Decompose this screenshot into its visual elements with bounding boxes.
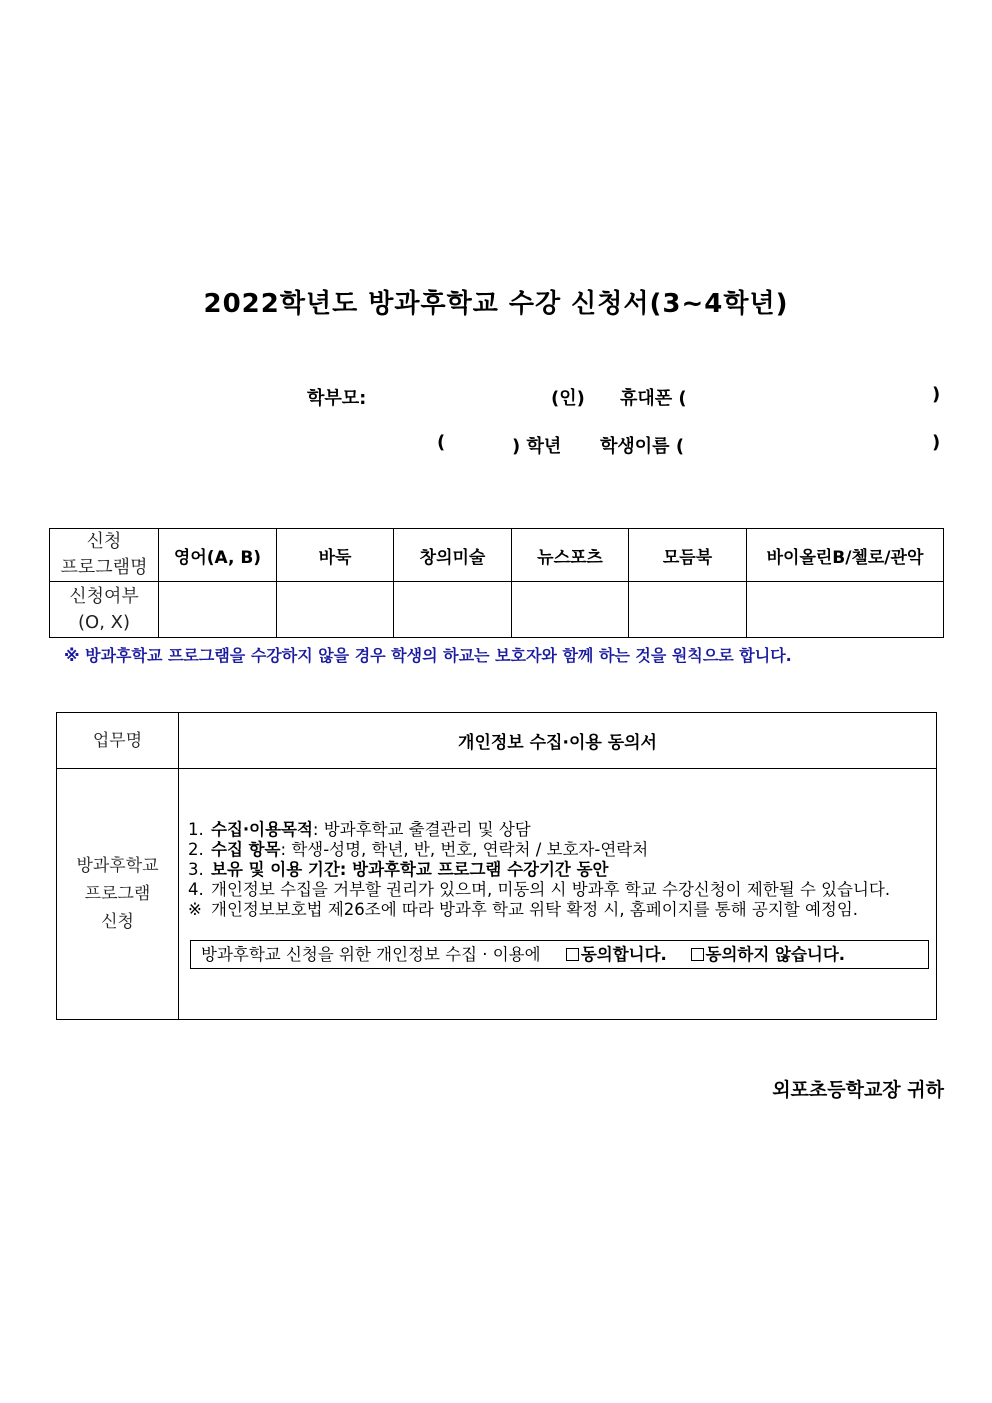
- disagree-option[interactable]: 동의하지 않습니다.: [691, 945, 846, 964]
- consent-item: ※ 개인정보보호법 제26조에 따라 방과후 학교 위탁 확정 시, 홈페이지를 통해 공지할 예정임.: [188, 899, 859, 919]
- disagree-checkbox[interactable]: [691, 948, 704, 961]
- phone-label: 휴대폰 (: [620, 388, 687, 409]
- consent-item: 4. 개인정보 수집을 거부할 권리가 있으며, 미동의 시 방과후 학교 수강신청이 제한될 수 있습니다.: [188, 879, 891, 899]
- seal-label: (인): [551, 388, 585, 409]
- apply-cell-baduk[interactable]: [277, 582, 394, 638]
- agree-prompt: 방과후학교 신청을 위한 개인정보 수집 · 이용에: [201, 944, 541, 964]
- document-title: 2022학년도 방과후학교 수강 신청서(3~4학년): [203, 289, 789, 319]
- program-english: 영어(A, B): [159, 529, 277, 582]
- consent-doc-title: 개인정보 수집·이용 동의서: [179, 713, 937, 769]
- program-new-sports: 뉴스포츠: [512, 529, 629, 582]
- apply-cell-english[interactable]: [159, 582, 277, 638]
- phone-close-paren: ): [932, 384, 941, 405]
- program-drum: 모듬북: [629, 529, 747, 582]
- program-apply-row: [50, 582, 944, 638]
- apply-cell-strings-winds[interactable]: [747, 582, 944, 638]
- program-strings-winds: 바이올린B/첼로/관악: [747, 529, 944, 582]
- apply-cell-drum[interactable]: [629, 582, 747, 638]
- apply-cell-new-sports[interactable]: [512, 582, 629, 638]
- student-close-paren: ): [932, 432, 941, 453]
- addressee: 외포초등학교장 귀하: [772, 1079, 944, 1101]
- agree-checkbox[interactable]: [566, 948, 579, 961]
- student-name-label: 학생이름 (: [600, 436, 685, 457]
- grade-open-paren: (: [437, 432, 446, 453]
- program-header-row: [50, 529, 944, 582]
- agree-option[interactable]: 동의합니다.: [566, 945, 673, 964]
- program-creative-art: 창의미술: [394, 529, 512, 582]
- consent-agreement-box: [190, 940, 929, 969]
- apply-label: 신청여부 (O, X): [50, 582, 159, 638]
- consent-item: 1. 수집·이용목적: 방과후학교 출결관리 및 상담: [188, 819, 531, 839]
- program-baduk: 바둑: [277, 529, 394, 582]
- program-header-label: 신청 프로그램명: [50, 529, 159, 582]
- program-table: [49, 528, 944, 638]
- task-header: 업무명: [57, 713, 179, 769]
- consent-item: 2. 수집 항목: 학생-성명, 학년, 반, 번호, 연락처 / 보호자-연락처: [188, 839, 649, 859]
- pickup-notice: ※ 방과후학교 프로그램을 수강하지 않을 경우 학생의 하교는 보호자와 함께 하는 것을 원칙으로 합니다.: [64, 646, 792, 665]
- consent-table: [56, 712, 937, 1020]
- grade-label: ) 학년: [512, 436, 562, 457]
- parent-label: 학부모:: [307, 388, 367, 409]
- task-name: 방과후학교 프로그램 신청: [57, 769, 179, 1020]
- consent-item: 3. 보유 및 이용 기간: 방과후학교 프로그램 수강기간 동안: [188, 859, 609, 879]
- consent-body: [179, 769, 937, 1020]
- apply-cell-creative-art[interactable]: [394, 582, 512, 638]
